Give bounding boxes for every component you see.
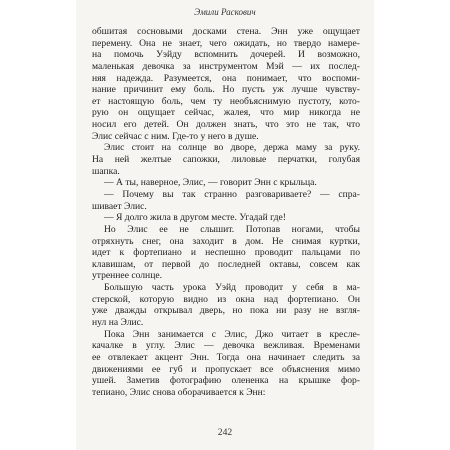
text-line: ет настоящую боль, чем ту необъяснимую пустоту, кото-: [92, 95, 360, 107]
text-line: качалке в углу. Элис — девочка вежливая. Временами: [92, 340, 360, 352]
text-line: отряхнуть снег, она заходит в дом. Не снимая куртки,: [92, 235, 360, 247]
text-line: Но Элис ее не слышит. Потопав ногами, чтобы: [104, 223, 360, 235]
book-page: [76, 0, 374, 450]
text-line: обшитая сосновыми досками стена. Энн уже ощущает: [92, 26, 360, 37]
text-line: маленькая девочка за инструментом Мэй — их послед-: [92, 60, 360, 72]
page-number: 242: [217, 427, 233, 438]
text-line: шивает Элис.: [92, 200, 147, 212]
text-line: стерской, которую видно из окна над фортепиано. Он: [92, 293, 360, 305]
text-line: нул на Элис.: [92, 317, 144, 329]
text-line: ушей. Заметив фотографию олененка на крышке фор-: [92, 375, 360, 387]
text-line: клавишам, от первой до последней октавы, совсем как: [92, 258, 360, 270]
text-line: На ней желтые сапожки, лиловые перчатки, голубая: [92, 154, 360, 166]
text-line: перемену. Она не знает, чего ожидать, но твердо намере-: [92, 37, 360, 49]
text-line: Большую часть урока Уэйд проводит у себя в ма-: [104, 282, 360, 294]
text-line: утреннее солнце.: [92, 270, 162, 282]
text-line: — А ты, наверное, Элис, — говорит Энн с крыльца.: [104, 177, 317, 189]
text-line: рую он ощущает сейчас, жалея, что мир никогда не: [92, 107, 360, 119]
text-line: носил его детей. Он должен знать, что это не так, что: [92, 119, 360, 131]
text-line: идет к фортепиано и неспешно проводит пальцами по: [92, 247, 360, 259]
page-body-text: [92, 26, 360, 399]
text-line: уже дважды открывал дверь, но пока ни разу не взгля-: [92, 305, 360, 317]
text-line: шапка.: [92, 165, 120, 177]
text-line: — Почему вы так странно разговариваете? — спра-: [104, 188, 360, 200]
text-line: Элис сейчас с ним. Где-то у него в душе.: [92, 130, 259, 142]
text-line: тепиано, Элис снова оборачивается к Энн:: [92, 386, 266, 398]
running-header: Эмили Раскович: [194, 7, 256, 17]
text-line: няя надежда. Разумеется, она понимает, что воспоми-: [92, 72, 360, 84]
text-line: Элис стоит на солнце во дворе, держа маму за руку.: [104, 142, 360, 154]
text-line: ее отвлекает акцент Энн. Тогда она начинает следить за: [92, 351, 360, 363]
text-line: нание причинит ему боль. Но пусть уж лучше чувству-: [92, 84, 360, 96]
text-line: Пока Энн занимается с Элис, Джо читает в кресле-: [104, 328, 360, 340]
text-line: на помочь Уэйду вспомнить дочерей. И возможно,: [92, 49, 360, 61]
text-line: — Я долго жила в другом месте. Угадай где!: [104, 212, 286, 224]
text-line: движениями ее губ и пропускает все объяснения мимо: [92, 363, 360, 375]
